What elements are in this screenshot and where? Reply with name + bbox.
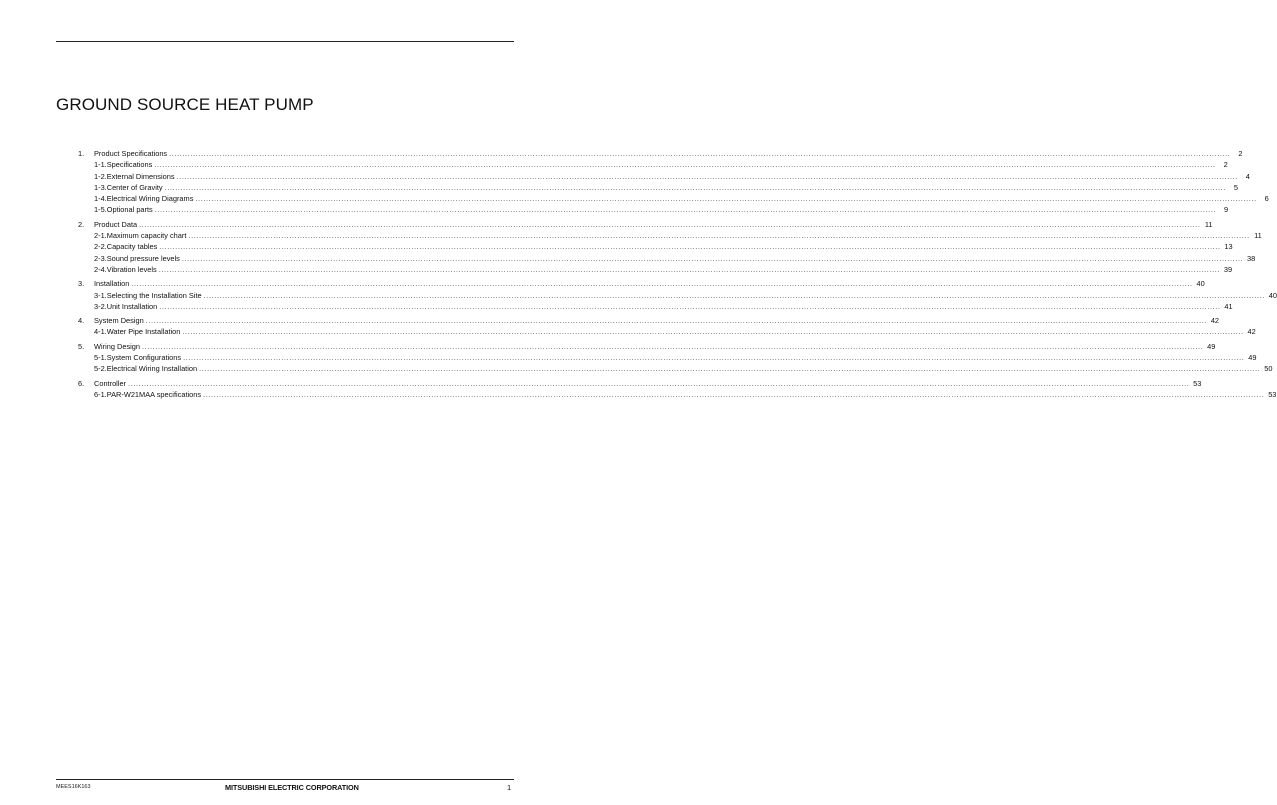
toc-section (78, 278, 1277, 312)
toc-subentry-label: 2-2.Capacity tables (94, 242, 158, 252)
toc-section (78, 378, 1277, 401)
toc-entry-number: 3. (78, 279, 85, 289)
toc-page-number: 9 (1223, 205, 1229, 215)
top-rule (56, 41, 514, 42)
toc-entry[interactable] (78, 219, 1213, 230)
toc-page-number: 42 (1210, 316, 1220, 326)
footer-company: MITSUBISHI ELECTRIC CORPORATION (225, 783, 359, 792)
dot-leader: ................................................................................................................................................................................................................................................................................................................................................................................................................ (145, 316, 1208, 326)
bottom-rule (56, 779, 514, 780)
footer-page-number: 1 (507, 783, 512, 792)
toc-page-number: 49 (1248, 353, 1257, 363)
toc-subentry[interactable] (78, 389, 1277, 400)
toc-section (78, 341, 1273, 375)
toc-page-number: 2 (1238, 149, 1243, 158)
toc-page-number: 42 (1247, 327, 1256, 337)
toc-subentry-label: 1-5.Optional parts (94, 205, 153, 215)
toc-page-number: 39 (1223, 264, 1233, 274)
dot-leader: ................................................................................................................................................................................................................................................................................................................................................................................................................ (164, 182, 1226, 192)
toc-page-number: 38 (1246, 253, 1256, 263)
dot-leader: ................................................................................................................................................................................................................................................................................................................................................................................................................ (154, 160, 1216, 170)
toc-entry-number: 6. (78, 378, 85, 388)
toc-subentry[interactable] (78, 352, 1257, 363)
toc-subentry-label: 1-1.Specifications (94, 160, 153, 170)
toc-page-number: 5 (1233, 182, 1238, 192)
toc-subentry[interactable] (78, 159, 1228, 170)
toc-page-number: 40 (1268, 290, 1277, 300)
dot-leader: ................................................................................................................................................................................................................................................................................................................................................................................................................ (142, 341, 1204, 351)
toc-entry-label: Wiring Design (94, 341, 141, 351)
dot-leader: ................................................................................................................................................................................................................................................................................................................................................................................................................ (183, 353, 1245, 363)
toc-page-number: 13 (1224, 242, 1233, 252)
toc-page-number: 40 (1196, 279, 1205, 289)
toc-entry-label: Product Data (94, 219, 138, 229)
toc-subentry-label: 6-1.PAR-W21MAA specifications (94, 389, 202, 399)
dot-leader: ................................................................................................................................................................................................................................................................................................................................................................................................................ (203, 290, 1265, 300)
toc-entry[interactable] (78, 315, 1220, 326)
toc-subentry[interactable] (78, 204, 1229, 215)
table-of-contents (78, 148, 1277, 403)
toc-subentry[interactable] (78, 193, 1269, 204)
dot-leader: ................................................................................................................................................................................................................................................................................................................................................................................................................ (203, 389, 1265, 399)
dot-leader: ................................................................................................................................................................................................................................................................................................................................................................................................................ (195, 194, 1257, 204)
dot-leader: ................................................................................................................................................................................................................................................................................................................................................................................................................ (128, 378, 1190, 388)
toc-entry[interactable] (78, 341, 1216, 352)
dot-leader: ................................................................................................................................................................................................................................................................................................................................................................................................................ (169, 149, 1231, 158)
toc-subentry[interactable] (78, 241, 1233, 252)
toc-subentry-label: 2-3.Sound pressure levels (94, 253, 180, 263)
dot-leader: ................................................................................................................................................................................................................................................................................................................................................................................................................ (159, 301, 1221, 311)
toc-page-number: 50 (1264, 364, 1273, 374)
toc-section (78, 148, 1269, 216)
toc-entry-label: Product Specifications (94, 149, 168, 158)
toc-subentry[interactable] (78, 253, 1256, 264)
toc-entry-number: 2. (78, 219, 85, 229)
toc-subentry[interactable] (78, 264, 1233, 275)
toc-page-number: 49 (1207, 341, 1216, 351)
toc-page-number: 11 (1254, 231, 1262, 241)
toc-page-number: 53 (1268, 389, 1277, 399)
toc-entry[interactable] (78, 278, 1205, 289)
toc-subentry-label: 2-1.Maximum capacity chart (94, 231, 187, 241)
toc-subentry[interactable] (78, 301, 1233, 312)
toc-entry-number: 5. (78, 341, 85, 351)
toc-section (78, 315, 1256, 338)
toc-subentry[interactable] (78, 363, 1273, 374)
dot-leader: ................................................................................................................................................................................................................................................................................................................................................................................................................ (181, 253, 1244, 263)
toc-subentry[interactable] (78, 230, 1262, 241)
toc-entry-label: Controller (94, 378, 127, 388)
toc-page-number: 2 (1223, 160, 1228, 170)
toc-subentry-label: 1-3.Center of Gravity (94, 182, 163, 192)
dot-leader: ................................................................................................................................................................................................................................................................................................................................................................................................................ (158, 264, 1221, 274)
dot-leader: ................................................................................................................................................................................................................................................................................................................................................................................................................ (159, 242, 1221, 252)
dot-leader: ................................................................................................................................................................................................................................................................................................................................................................................................................ (176, 171, 1238, 181)
toc-subentry-label: 4-1.Water Pipe Installation (94, 327, 181, 337)
toc-entry-number: 4. (78, 316, 85, 326)
toc-page-number: 53 (1193, 378, 1202, 388)
toc-subentry-label: 1-2.External Dimensions (94, 171, 175, 181)
toc-subentry[interactable] (78, 182, 1238, 193)
document-title: GROUND SOURCE HEAT PUMP (56, 95, 314, 114)
toc-subentry-label: 3-1.Selecting the Installation Site (94, 290, 202, 300)
dot-leader: ................................................................................................................................................................................................................................................................................................................................................................................................................ (131, 279, 1193, 289)
dot-leader: ................................................................................................................................................................................................................................................................................................................................................................................................................ (154, 205, 1217, 215)
dot-leader: ................................................................................................................................................................................................................................................................................................................................................................................................................ (139, 219, 1201, 229)
toc-subentry[interactable] (78, 290, 1277, 301)
toc-page-number: 41 (1224, 301, 1233, 311)
toc-subentry-label: 3-2.Unit Installation (94, 301, 158, 311)
toc-entry-number: 1. (78, 149, 85, 158)
toc-subentry-label: 1-4.Electrical Wiring Diagrams (94, 194, 194, 204)
toc-subentry[interactable] (78, 326, 1256, 337)
dot-leader: ................................................................................................................................................................................................................................................................................................................................................................................................................ (182, 327, 1244, 337)
toc-subentry-label: 5-2.Electrical Wiring Installation (94, 364, 198, 374)
dot-leader: ................................................................................................................................................................................................................................................................................................................................................................................................................ (199, 364, 1261, 374)
toc-entry[interactable] (78, 378, 1202, 389)
toc-page-number: 6 (1264, 194, 1269, 204)
toc-page-number: 4 (1245, 171, 1250, 181)
toc-page-number: 11 (1204, 219, 1213, 229)
toc-subentry[interactable] (78, 171, 1250, 182)
footer-doc-code: MEES16K163 (56, 784, 91, 790)
toc-entry[interactable] (78, 148, 1243, 159)
toc-entry-label: Installation (94, 279, 130, 289)
toc-subentry-label: 2-4.Vibration levels (94, 264, 157, 274)
toc-subentry-label: 5-1.System Configurations (94, 353, 182, 363)
toc-section (78, 219, 1262, 275)
toc-entry-label: System Design (94, 316, 144, 326)
dot-leader: ................................................................................................................................................................................................................................................................................................................................................................................................................ (188, 231, 1250, 241)
